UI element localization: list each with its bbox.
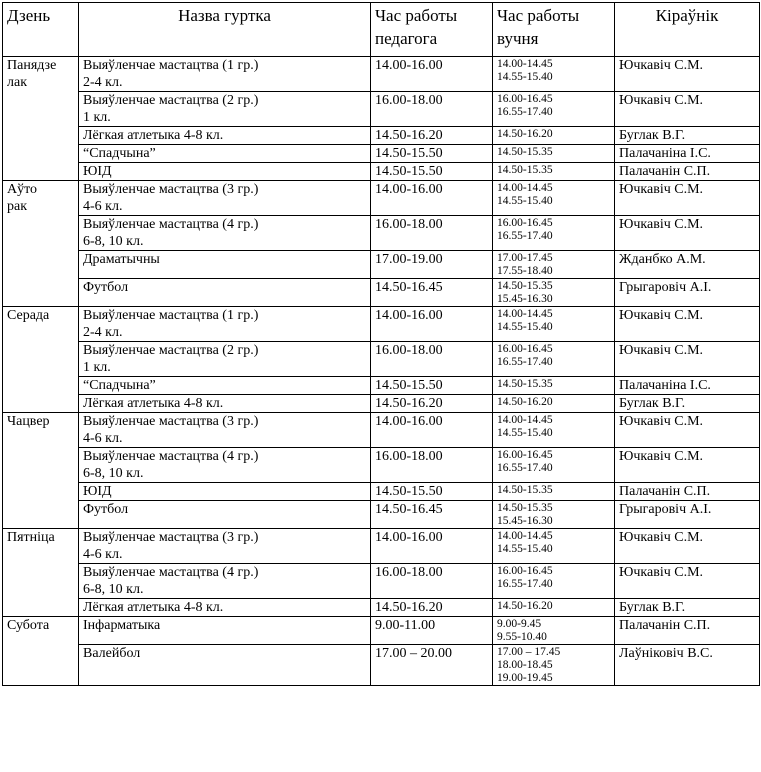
student-time: 16.00-16.45 <box>497 449 553 461</box>
club-name-cell <box>79 501 371 529</box>
club-name-cell <box>79 127 371 145</box>
teacher-time: 9.00-11.00 <box>371 617 493 645</box>
club-name: 6-8, 10 кл. <box>83 234 144 249</box>
student-time-cell <box>493 564 615 599</box>
student-time: 9.55-10.40 <box>497 631 547 643</box>
student-time: 16.55-17.40 <box>497 356 553 368</box>
teacher-time: 14.50-16.45 <box>371 501 493 529</box>
teacher-time: 17.00-19.00 <box>371 251 493 279</box>
club-name: 2-4 кл. <box>83 325 123 340</box>
teacher-time: 14.50-15.50 <box>371 145 493 163</box>
club-name: Выяўленчае мастацтва (3 гр.) <box>83 414 259 429</box>
student-time-cell <box>493 395 615 413</box>
club-name: Выяўленчае мастацтва (1 гр.) <box>83 308 259 323</box>
student-time: 14.50-15.35 <box>497 484 553 496</box>
teacher-time: 16.00-18.00 <box>371 216 493 251</box>
club-name: Выяўленчае мастацтва (3 гр.) <box>83 530 259 545</box>
teacher-time: 14.50-15.50 <box>371 377 493 395</box>
student-time: 16.55-17.40 <box>497 106 553 118</box>
leader: Палачаніна І.С. <box>615 145 760 163</box>
teacher-time: 14.50-16.45 <box>371 279 493 307</box>
student-time-cell <box>493 413 615 448</box>
student-time-cell <box>493 377 615 395</box>
student-time-cell <box>493 529 615 564</box>
student-time: 9.00-9.45 <box>497 618 542 630</box>
student-time: 14.50-15.35 <box>497 146 553 158</box>
leader: Ючкавіч С.М. <box>615 448 760 483</box>
club-name-cell <box>79 564 371 599</box>
club-name: ЮІД <box>83 164 112 179</box>
leader: Палачанін С.П. <box>615 163 760 181</box>
club-name-cell <box>79 92 371 127</box>
club-name: ЮІД <box>83 484 112 499</box>
student-time-cell <box>493 307 615 342</box>
schedule-table <box>2 2 760 686</box>
leader: Буглак В.Г. <box>615 127 760 145</box>
club-name-cell <box>79 599 371 617</box>
club-name: 4-6 кл. <box>83 547 123 562</box>
club-name-cell <box>79 216 371 251</box>
club-name: “Спадчына” <box>83 378 156 393</box>
day-label: Панядзе <box>7 58 57 73</box>
student-time: 14.00-14.45 <box>497 58 553 70</box>
teacher-time: 14.50-15.50 <box>371 163 493 181</box>
club-name-cell <box>79 377 371 395</box>
header-row <box>3 3 760 57</box>
table-row <box>3 483 760 501</box>
club-name-cell <box>79 529 371 564</box>
table-row <box>3 501 760 529</box>
club-name-cell <box>79 395 371 413</box>
student-time-cell <box>493 483 615 501</box>
table-row <box>3 645 760 686</box>
club-name: 4-6 кл. <box>83 199 123 214</box>
day-cell <box>3 57 79 181</box>
schedule-body <box>3 57 760 686</box>
student-time: 14.50-15.35 <box>497 280 553 292</box>
header-student-time: Час работы вучня <box>493 3 615 57</box>
club-name: Выяўленчае мастацтва (4 гр.) <box>83 217 259 232</box>
student-time: 14.55-15.40 <box>497 543 553 555</box>
leader: Ючкавіч С.М. <box>615 413 760 448</box>
table-row <box>3 163 760 181</box>
header-leader: Кіраўнік <box>615 3 760 57</box>
club-name: “Спадчына” <box>83 146 156 161</box>
teacher-time: 14.50-16.20 <box>371 599 493 617</box>
student-time: 16.00-16.45 <box>497 565 553 577</box>
club-name: Лёгкая атлетыка 4-8 кл. <box>83 396 224 411</box>
leader: Ючкавіч С.М. <box>615 529 760 564</box>
teacher-time: 14.50-16.20 <box>371 127 493 145</box>
club-name: Футбол <box>83 280 129 295</box>
table-row <box>3 92 760 127</box>
student-time: 14.00-14.45 <box>497 414 553 426</box>
student-time-cell <box>493 599 615 617</box>
club-name: 1 кл. <box>83 360 111 375</box>
leader: Ючкавіч С.М. <box>615 216 760 251</box>
club-name: Выяўленчае мастацтва (1 гр.) <box>83 58 259 73</box>
student-time-cell <box>493 216 615 251</box>
student-time-cell <box>493 617 615 645</box>
club-name: Выяўленчае мастацтва (2 гр.) <box>83 93 259 108</box>
table-row <box>3 216 760 251</box>
student-time: 14.50-15.35 <box>497 378 553 390</box>
club-name-cell <box>79 483 371 501</box>
student-time: 17.00-17.45 <box>497 252 553 264</box>
student-time: 15.45-16.30 <box>497 293 553 305</box>
teacher-time: 14.00-16.00 <box>371 413 493 448</box>
teacher-time: 14.00-16.00 <box>371 181 493 216</box>
student-time-cell <box>493 145 615 163</box>
club-name: Выяўленчае мастацтва (3 гр.) <box>83 182 259 197</box>
leader: Грыгаровіч А.І. <box>615 501 760 529</box>
teacher-time: 16.00-18.00 <box>371 92 493 127</box>
leader: Ючкавіч С.М. <box>615 181 760 216</box>
club-name: Выяўленчае мастацтва (2 гр.) <box>83 343 259 358</box>
student-time: 16.00-16.45 <box>497 217 553 229</box>
teacher-time: 14.00-16.00 <box>371 529 493 564</box>
teacher-time: 14.00-16.00 <box>371 57 493 92</box>
student-time-cell <box>493 127 615 145</box>
club-name-cell <box>79 251 371 279</box>
student-time-cell <box>493 342 615 377</box>
table-row <box>3 127 760 145</box>
student-time-cell <box>493 57 615 92</box>
day-cell <box>3 617 79 686</box>
table-row <box>3 395 760 413</box>
teacher-time: 16.00-18.00 <box>371 564 493 599</box>
student-time: 16.55-17.40 <box>497 230 553 242</box>
leader: Палачаніна І.С. <box>615 377 760 395</box>
club-name-cell <box>79 448 371 483</box>
table-row <box>3 181 760 216</box>
club-name: Выяўленчае мастацтва (4 гр.) <box>83 449 259 464</box>
student-time: 14.00-14.45 <box>497 530 553 542</box>
club-name: Футбол <box>83 502 129 517</box>
club-name: 4-6 кл. <box>83 431 123 446</box>
club-name: Лёгкая атлетыка 4-8 кл. <box>83 128 224 143</box>
day-label: рак <box>7 199 28 214</box>
student-time: 14.50-16.20 <box>497 128 553 140</box>
day-label: лак <box>7 75 28 90</box>
club-name: Драматычны <box>83 252 160 267</box>
teacher-time: 16.00-18.00 <box>371 448 493 483</box>
student-time: 14.00-14.45 <box>497 182 553 194</box>
club-name: 6-8, 10 кл. <box>83 466 144 481</box>
student-time-cell <box>493 181 615 216</box>
leader: Ючкавіч С.М. <box>615 307 760 342</box>
student-time-cell <box>493 448 615 483</box>
day-label: Пятніца <box>7 530 55 545</box>
table-row <box>3 448 760 483</box>
header-teacher-time: Час работы педагога <box>371 3 493 57</box>
student-time: 17.55-18.40 <box>497 265 553 277</box>
table-row <box>3 145 760 163</box>
student-time-cell <box>493 251 615 279</box>
student-time-cell <box>493 163 615 181</box>
table-row <box>3 377 760 395</box>
student-time: 14.50-16.20 <box>497 396 553 408</box>
leader: Ючкавіч С.М. <box>615 57 760 92</box>
club-name: Лёгкая атлетыка 4-8 кл. <box>83 600 224 615</box>
student-time: 14.50-15.35 <box>497 502 553 514</box>
student-time: 16.55-17.40 <box>497 578 553 590</box>
student-time: 14.55-15.40 <box>497 195 553 207</box>
table-row <box>3 57 760 92</box>
student-time-cell <box>493 501 615 529</box>
student-time: 15.45-16.30 <box>497 515 553 527</box>
leader: Буглак В.Г. <box>615 395 760 413</box>
header-day: Дзень <box>3 3 79 57</box>
table-row <box>3 564 760 599</box>
club-name: 2-4 кл. <box>83 75 123 90</box>
student-time-cell <box>493 92 615 127</box>
leader: Палачанін С.П. <box>615 483 760 501</box>
leader: Грыгаровіч А.І. <box>615 279 760 307</box>
table-row <box>3 599 760 617</box>
day-cell <box>3 529 79 617</box>
day-label: Серада <box>7 308 50 323</box>
student-time: 14.50-15.35 <box>497 164 553 176</box>
club-name-cell <box>79 342 371 377</box>
day-label: Субота <box>7 618 50 633</box>
club-name: 1 кл. <box>83 110 111 125</box>
club-name: Інфарматыка <box>83 618 161 633</box>
day-label: Аўто <box>7 182 38 197</box>
club-name: Выяўленчае мастацтва (4 гр.) <box>83 565 259 580</box>
student-time-cell <box>493 279 615 307</box>
table-row <box>3 251 760 279</box>
leader: Лаўніковіч В.С. <box>615 645 760 686</box>
club-name-cell <box>79 307 371 342</box>
student-time: 16.00-16.45 <box>497 93 553 105</box>
club-name-cell <box>79 645 371 686</box>
club-name: Валейбол <box>83 646 141 661</box>
day-cell <box>3 181 79 307</box>
day-label: Чацвер <box>7 414 50 429</box>
club-name-cell <box>79 279 371 307</box>
header-name: Назва гуртка <box>79 3 371 57</box>
student-time: 14.50-16.20 <box>497 600 553 612</box>
student-time: 14.00-14.45 <box>497 308 553 320</box>
leader: Ючкавіч С.М. <box>615 342 760 377</box>
student-time-cell <box>493 645 615 686</box>
table-row <box>3 617 760 645</box>
student-time: 16.55-17.40 <box>497 462 553 474</box>
leader: Буглак В.Г. <box>615 599 760 617</box>
club-name-cell <box>79 57 371 92</box>
teacher-time: 16.00-18.00 <box>371 342 493 377</box>
student-time: 14.55-15.40 <box>497 321 553 333</box>
student-time: 19.00-19.45 <box>497 672 553 684</box>
table-row <box>3 279 760 307</box>
day-cell <box>3 307 79 413</box>
club-name: 6-8, 10 кл. <box>83 582 144 597</box>
club-name-cell <box>79 145 371 163</box>
teacher-time: 14.50-16.20 <box>371 395 493 413</box>
leader: Палачанін С.П. <box>615 617 760 645</box>
table-row <box>3 307 760 342</box>
leader: Жданбко А.М. <box>615 251 760 279</box>
table-row <box>3 342 760 377</box>
table-row <box>3 529 760 564</box>
club-name-cell <box>79 163 371 181</box>
club-name-cell <box>79 413 371 448</box>
club-name-cell <box>79 181 371 216</box>
leader: Ючкавіч С.М. <box>615 564 760 599</box>
student-time: 14.55-15.40 <box>497 71 553 83</box>
leader: Ючкавіч С.М. <box>615 92 760 127</box>
student-time: 17.00 – 17.45 <box>497 646 561 658</box>
club-name-cell <box>79 617 371 645</box>
day-cell <box>3 413 79 529</box>
student-time: 18.00-18.45 <box>497 659 553 671</box>
student-time: 14.55-15.40 <box>497 427 553 439</box>
teacher-time: 14.50-15.50 <box>371 483 493 501</box>
student-time: 16.00-16.45 <box>497 343 553 355</box>
table-row <box>3 413 760 448</box>
teacher-time: 14.00-16.00 <box>371 307 493 342</box>
teacher-time: 17.00 – 20.00 <box>371 645 493 686</box>
